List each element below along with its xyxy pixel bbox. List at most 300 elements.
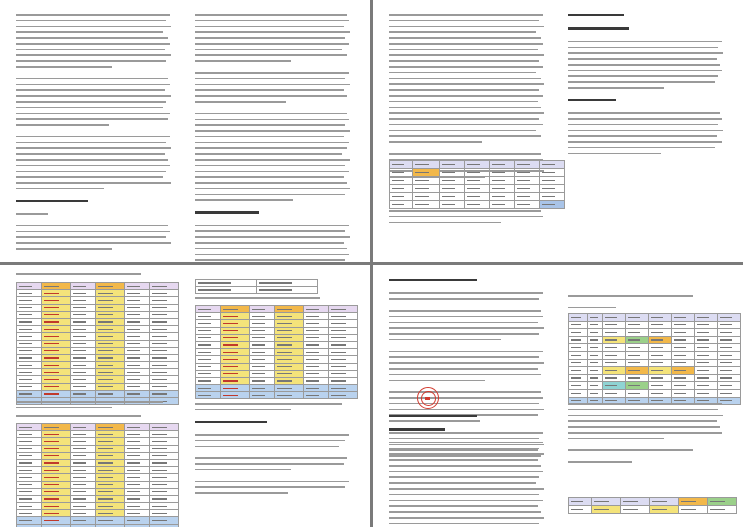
table-row bbox=[17, 354, 179, 361]
table-cell bbox=[649, 344, 672, 352]
table-cell bbox=[71, 481, 96, 488]
table-cell bbox=[650, 498, 679, 506]
table-cell bbox=[221, 306, 250, 313]
text-line bbox=[389, 135, 541, 137]
text-line bbox=[389, 43, 543, 45]
table-row bbox=[196, 392, 358, 399]
table-cell bbox=[304, 327, 329, 334]
table-cell bbox=[275, 327, 304, 334]
table-cell bbox=[515, 193, 540, 201]
table-cell bbox=[413, 193, 440, 201]
table-row bbox=[17, 362, 179, 369]
table-row bbox=[17, 488, 179, 495]
table-cell bbox=[17, 474, 42, 481]
table-cell bbox=[96, 290, 125, 297]
text-column bbox=[568, 403, 728, 467]
table-cell bbox=[125, 517, 150, 524]
table-cell bbox=[440, 185, 465, 193]
text-line bbox=[389, 49, 538, 51]
table-cell bbox=[125, 354, 150, 361]
section-heading bbox=[568, 99, 616, 101]
table-cell bbox=[17, 354, 42, 361]
table-cell bbox=[490, 201, 515, 209]
table-cell bbox=[17, 438, 42, 445]
table-cell bbox=[221, 334, 250, 341]
table-row bbox=[569, 314, 741, 322]
table-row bbox=[17, 347, 179, 354]
text-line bbox=[568, 135, 717, 137]
table-cell bbox=[196, 349, 221, 356]
text-line bbox=[195, 31, 350, 33]
table-cell bbox=[603, 351, 626, 359]
table-cell bbox=[125, 362, 150, 369]
table-cell bbox=[96, 340, 125, 347]
text-line bbox=[16, 95, 171, 97]
table-cell bbox=[96, 390, 125, 397]
table-cell bbox=[626, 344, 649, 352]
section-heading bbox=[195, 421, 267, 423]
table-cell bbox=[569, 314, 588, 322]
table-cell bbox=[257, 287, 318, 294]
table-cell bbox=[196, 341, 221, 348]
text-line bbox=[195, 446, 339, 448]
table-cell bbox=[329, 377, 358, 384]
table-cell bbox=[718, 314, 741, 322]
table-cell bbox=[150, 424, 179, 431]
table-row bbox=[196, 356, 358, 363]
table-cell bbox=[150, 467, 179, 474]
table-cell bbox=[42, 424, 71, 431]
table-cell bbox=[569, 382, 588, 390]
text-line bbox=[389, 20, 539, 22]
table-cell bbox=[125, 390, 150, 397]
text-line bbox=[195, 153, 342, 155]
table-cell bbox=[718, 374, 741, 382]
text-line bbox=[16, 236, 166, 238]
table-cell bbox=[150, 369, 179, 376]
table-cell bbox=[603, 374, 626, 382]
table-cell bbox=[71, 304, 96, 311]
table-cell bbox=[125, 326, 150, 333]
table-cell bbox=[250, 306, 275, 313]
table-cell bbox=[515, 169, 540, 177]
table-cell bbox=[150, 503, 179, 510]
section-heading bbox=[568, 14, 624, 16]
table-cell bbox=[71, 495, 96, 502]
text-line bbox=[16, 171, 166, 173]
text-line bbox=[195, 194, 345, 196]
table-row bbox=[569, 321, 741, 329]
table-cell bbox=[649, 336, 672, 344]
text-column bbox=[16, 415, 176, 421]
text-line bbox=[195, 119, 349, 121]
text-line bbox=[389, 310, 541, 312]
table-cell bbox=[250, 334, 275, 341]
text-line bbox=[195, 171, 349, 173]
table-cell bbox=[540, 169, 565, 177]
table-cell bbox=[250, 320, 275, 327]
table-row bbox=[196, 334, 358, 341]
table-row bbox=[17, 467, 179, 474]
text-line bbox=[195, 236, 350, 238]
text-line bbox=[195, 136, 344, 138]
table-cell bbox=[150, 347, 179, 354]
table-cell bbox=[304, 392, 329, 399]
table-cell bbox=[490, 185, 515, 193]
table-cell bbox=[71, 354, 96, 361]
table-row bbox=[17, 431, 179, 438]
table-cell bbox=[390, 201, 413, 209]
text-line bbox=[195, 188, 350, 190]
text-line bbox=[195, 176, 344, 178]
text-line bbox=[568, 403, 722, 405]
table-cell bbox=[17, 390, 42, 397]
table-cell bbox=[695, 314, 718, 322]
table-cell bbox=[540, 201, 565, 209]
table-cell bbox=[150, 318, 179, 325]
table-cell bbox=[96, 467, 125, 474]
table-cell bbox=[329, 327, 358, 334]
table-row bbox=[17, 452, 179, 459]
text-line bbox=[568, 409, 718, 411]
table-cell bbox=[125, 467, 150, 474]
table-cell bbox=[695, 336, 718, 344]
text-line bbox=[389, 89, 539, 91]
table-cell bbox=[17, 340, 42, 347]
table-cell bbox=[603, 336, 626, 344]
text-line bbox=[568, 64, 720, 66]
table-cell bbox=[42, 474, 71, 481]
budget-table-3 bbox=[195, 305, 358, 399]
table-cell bbox=[275, 349, 304, 356]
table-cell bbox=[329, 356, 358, 363]
table-cell bbox=[96, 376, 125, 383]
table-cell bbox=[96, 495, 125, 502]
table-cell bbox=[390, 169, 413, 177]
text-line bbox=[16, 213, 48, 215]
table-cell bbox=[569, 321, 588, 329]
table-cell bbox=[17, 290, 42, 297]
text-line bbox=[389, 216, 543, 218]
text-line bbox=[389, 339, 501, 341]
table-cell bbox=[125, 333, 150, 340]
table-cell bbox=[603, 367, 626, 375]
table-cell bbox=[465, 193, 490, 201]
table-cell bbox=[96, 438, 125, 445]
text-line bbox=[195, 26, 344, 28]
table-cell bbox=[17, 318, 42, 325]
table-cell bbox=[221, 327, 250, 334]
table-cell bbox=[440, 201, 465, 209]
text-column bbox=[195, 14, 355, 262]
table-cell bbox=[96, 459, 125, 466]
table-cell bbox=[42, 362, 71, 369]
table-cell bbox=[96, 304, 125, 311]
table-cell bbox=[490, 169, 515, 177]
table-cell bbox=[649, 359, 672, 367]
text-line bbox=[195, 457, 347, 459]
text-line bbox=[568, 81, 715, 83]
table-row bbox=[196, 287, 318, 294]
table-cell bbox=[275, 320, 304, 327]
text-line bbox=[568, 75, 718, 77]
text-column bbox=[568, 14, 728, 158]
table-cell bbox=[695, 321, 718, 329]
table-cell bbox=[465, 185, 490, 193]
text-line bbox=[16, 415, 141, 417]
text-line bbox=[389, 72, 536, 74]
page-2 bbox=[373, 0, 743, 262]
table-cell bbox=[588, 329, 603, 337]
text-line bbox=[195, 89, 344, 91]
text-column bbox=[195, 297, 355, 303]
table-cell bbox=[71, 488, 96, 495]
table-cell bbox=[221, 392, 250, 399]
table-row bbox=[17, 445, 179, 452]
table-cell bbox=[42, 354, 71, 361]
table-cell bbox=[96, 510, 125, 517]
text-line bbox=[389, 222, 501, 224]
table-cell bbox=[42, 390, 71, 397]
table-row bbox=[569, 498, 737, 506]
text-line bbox=[16, 101, 166, 103]
text-line bbox=[389, 453, 544, 455]
text-line bbox=[16, 401, 163, 403]
table-cell bbox=[96, 362, 125, 369]
table-cell bbox=[718, 351, 741, 359]
table-cell bbox=[650, 506, 679, 514]
text-line bbox=[389, 112, 544, 114]
table-cell bbox=[150, 481, 179, 488]
text-line bbox=[195, 230, 345, 232]
table-cell bbox=[626, 321, 649, 329]
text-line bbox=[195, 492, 288, 494]
table-cell bbox=[672, 382, 695, 390]
table-cell bbox=[250, 341, 275, 348]
section-heading bbox=[195, 211, 259, 213]
table-cell bbox=[465, 201, 490, 209]
table-cell bbox=[125, 311, 150, 318]
table-cell bbox=[649, 374, 672, 382]
table-cell bbox=[588, 359, 603, 367]
table-cell bbox=[150, 326, 179, 333]
text-line bbox=[389, 500, 543, 502]
table-cell bbox=[17, 283, 42, 290]
table-row bbox=[390, 185, 565, 193]
table-row bbox=[196, 313, 358, 320]
text-line bbox=[568, 141, 722, 143]
table-cell bbox=[672, 314, 695, 322]
text-line bbox=[389, 351, 543, 353]
table-cell bbox=[221, 313, 250, 320]
table-row bbox=[390, 169, 565, 177]
table-cell bbox=[150, 510, 179, 517]
table-cell bbox=[603, 389, 626, 397]
table-cell bbox=[672, 367, 695, 375]
table-cell bbox=[649, 351, 672, 359]
text-line bbox=[16, 26, 171, 28]
table-cell bbox=[42, 495, 71, 502]
table-cell bbox=[150, 290, 179, 297]
table-cell bbox=[71, 318, 96, 325]
table-cell bbox=[649, 389, 672, 397]
table-cell bbox=[718, 336, 741, 344]
table-row bbox=[196, 280, 318, 287]
seal-mark bbox=[425, 397, 430, 400]
table-cell bbox=[626, 367, 649, 375]
table-cell bbox=[71, 283, 96, 290]
table-cell bbox=[42, 333, 71, 340]
text-line bbox=[568, 432, 722, 434]
table-row bbox=[390, 193, 565, 201]
text-line bbox=[568, 70, 722, 72]
table-row bbox=[17, 297, 179, 304]
table-cell bbox=[96, 431, 125, 438]
table-cell bbox=[96, 283, 125, 290]
text-line bbox=[16, 37, 168, 39]
table-cell bbox=[71, 311, 96, 318]
table-cell bbox=[42, 369, 71, 376]
text-line bbox=[16, 124, 109, 126]
table-cell bbox=[125, 459, 150, 466]
section-heading bbox=[389, 415, 477, 417]
table-cell bbox=[603, 329, 626, 337]
text-line bbox=[389, 54, 544, 56]
table-cell bbox=[672, 389, 695, 397]
table-row bbox=[17, 290, 179, 297]
text-line bbox=[568, 461, 632, 463]
text-line bbox=[195, 254, 349, 256]
text-line bbox=[16, 407, 112, 409]
table-cell bbox=[718, 359, 741, 367]
table-cell bbox=[250, 377, 275, 384]
table-cell bbox=[329, 334, 358, 341]
table-cell bbox=[150, 452, 179, 459]
text-line bbox=[195, 130, 350, 132]
text-line bbox=[389, 26, 544, 28]
table-cell bbox=[490, 193, 515, 201]
text-line bbox=[389, 465, 541, 467]
text-line bbox=[195, 481, 349, 483]
table-cell bbox=[440, 177, 465, 185]
text-line bbox=[389, 494, 539, 496]
table-cell bbox=[96, 318, 125, 325]
table-cell bbox=[96, 445, 125, 452]
text-line bbox=[568, 87, 664, 89]
table-row bbox=[17, 383, 179, 390]
text-line bbox=[195, 297, 320, 299]
table-cell bbox=[649, 321, 672, 329]
table-cell bbox=[708, 506, 737, 514]
table-row bbox=[569, 351, 741, 359]
table-cell bbox=[150, 304, 179, 311]
table-row bbox=[17, 333, 179, 340]
table-cell bbox=[42, 438, 71, 445]
text-line bbox=[389, 37, 541, 39]
table-cell bbox=[42, 283, 71, 290]
table-cell bbox=[304, 334, 329, 341]
table-cell bbox=[515, 185, 540, 193]
budget-table-1 bbox=[16, 282, 179, 405]
table-cell bbox=[569, 336, 588, 344]
text-line bbox=[568, 112, 720, 114]
table-cell bbox=[17, 488, 42, 495]
table-cell bbox=[71, 510, 96, 517]
table-cell bbox=[96, 481, 125, 488]
section-heading bbox=[389, 428, 445, 430]
text-line bbox=[16, 176, 163, 178]
text-line bbox=[389, 14, 543, 16]
table-row bbox=[569, 367, 741, 375]
table-cell bbox=[718, 329, 741, 337]
carryover-table bbox=[195, 279, 318, 294]
text-line bbox=[195, 84, 350, 86]
table-cell bbox=[42, 445, 71, 452]
text-line bbox=[195, 225, 349, 227]
table-cell bbox=[150, 445, 179, 452]
text-line bbox=[195, 43, 349, 45]
table-cell bbox=[672, 359, 695, 367]
table-cell bbox=[304, 306, 329, 313]
table-row bbox=[17, 503, 179, 510]
text-line bbox=[195, 165, 345, 167]
table-cell bbox=[672, 344, 695, 352]
text-column bbox=[16, 14, 176, 254]
table-cell bbox=[626, 351, 649, 359]
table-cell bbox=[71, 340, 96, 347]
table-row bbox=[17, 474, 179, 481]
table-cell bbox=[17, 445, 42, 452]
text-line bbox=[389, 380, 485, 382]
table-cell bbox=[17, 333, 42, 340]
table-cell bbox=[221, 363, 250, 370]
table-cell bbox=[390, 193, 413, 201]
text-column bbox=[195, 403, 355, 498]
text-line bbox=[16, 182, 171, 184]
text-line bbox=[568, 153, 661, 155]
text-line bbox=[195, 440, 345, 442]
table-cell bbox=[96, 503, 125, 510]
section-heading bbox=[389, 279, 477, 281]
text-column bbox=[389, 415, 549, 527]
table-cell bbox=[413, 185, 440, 193]
table-cell bbox=[626, 336, 649, 344]
table-cell bbox=[275, 334, 304, 341]
table-cell bbox=[17, 467, 42, 474]
table-cell bbox=[603, 344, 626, 352]
table-cell bbox=[150, 431, 179, 438]
table-cell bbox=[71, 503, 96, 510]
text-line bbox=[16, 31, 163, 33]
table-cell bbox=[71, 383, 96, 390]
table-cell bbox=[250, 313, 275, 320]
table-row bbox=[196, 327, 358, 334]
table-cell bbox=[17, 452, 42, 459]
table-cell bbox=[17, 424, 42, 431]
text-column bbox=[16, 273, 176, 279]
text-line bbox=[389, 523, 539, 525]
table-cell bbox=[42, 304, 71, 311]
table-cell bbox=[17, 304, 42, 311]
text-line bbox=[568, 41, 722, 43]
text-line bbox=[568, 295, 693, 297]
table-cell bbox=[125, 474, 150, 481]
table-cell bbox=[96, 347, 125, 354]
table-cell bbox=[515, 177, 540, 185]
text-line bbox=[389, 78, 541, 80]
table-cell bbox=[71, 474, 96, 481]
table-cell bbox=[649, 329, 672, 337]
